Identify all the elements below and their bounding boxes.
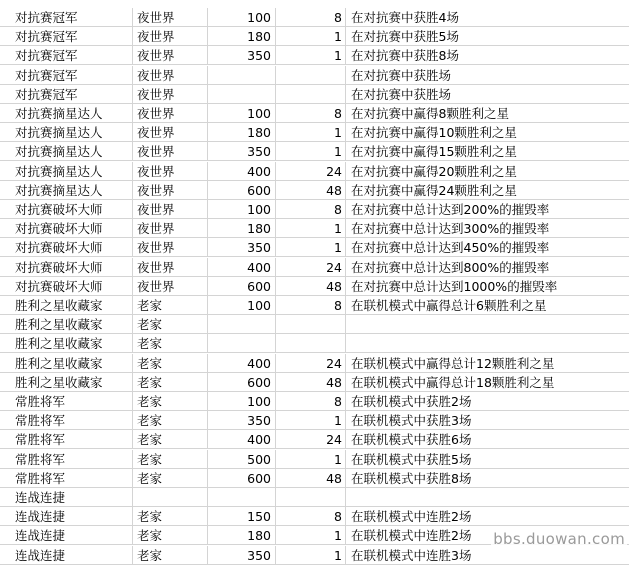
reward-cell[interactable]: 400 xyxy=(208,162,276,181)
count-cell[interactable]: 8 xyxy=(276,200,346,219)
description-cell[interactable]: 在联机模式中获胜2场 xyxy=(346,392,629,411)
village-cell[interactable]: 老家 xyxy=(133,296,208,315)
count-cell[interactable] xyxy=(276,85,346,104)
description-cell[interactable]: 在联机模式中连胜2场 xyxy=(346,507,629,526)
achievement-name-cell[interactable]: 常胜将军 xyxy=(0,469,133,488)
achievement-name-cell[interactable]: 连战连捷 xyxy=(0,507,133,526)
village-cell[interactable]: 夜世界 xyxy=(133,238,208,257)
village-cell[interactable]: 老家 xyxy=(133,526,208,545)
count-cell[interactable]: 1 xyxy=(276,27,346,46)
achievement-name-cell[interactable]: 对抗赛破坏大师 xyxy=(0,277,133,296)
description-cell[interactable]: 在联机模式中获胜3场 xyxy=(346,411,629,430)
table-row xyxy=(0,277,629,296)
reward-cell[interactable]: 180 xyxy=(208,123,276,142)
description-cell[interactable]: 在对抗赛中总计达到300%的摧毁率 xyxy=(346,219,629,238)
count-cell[interactable]: 24 xyxy=(276,354,346,373)
achievement-name-cell[interactable]: 连战连捷 xyxy=(0,526,133,545)
count-cell[interactable] xyxy=(276,66,346,85)
count-cell[interactable] xyxy=(276,315,346,334)
count-cell[interactable]: 24 xyxy=(276,258,346,277)
description-cell[interactable]: 在联机模式中赢得总计18颗胜利之星 xyxy=(346,373,629,392)
reward-cell[interactable]: 350 xyxy=(208,411,276,430)
reward-cell[interactable]: 180 xyxy=(208,27,276,46)
reward-cell[interactable]: 350 xyxy=(208,142,276,161)
count-cell[interactable]: 1 xyxy=(276,546,346,565)
description-cell[interactable]: 在对抗赛中获胜8场 xyxy=(346,46,629,65)
reward-cell[interactable]: 150 xyxy=(208,507,276,526)
count-cell[interactable]: 1 xyxy=(276,46,346,65)
table-row xyxy=(0,104,629,123)
count-cell[interactable]: 8 xyxy=(276,392,346,411)
description-cell[interactable]: 在对抗赛中赢得10颗胜利之星 xyxy=(346,123,629,142)
village-cell[interactable]: 夜世界 xyxy=(133,123,208,142)
achievement-name-cell[interactable]: 对抗赛破坏大师 xyxy=(0,219,133,238)
description-cell[interactable]: 在对抗赛中赢得20颗胜利之星 xyxy=(346,162,629,181)
count-cell[interactable]: 24 xyxy=(276,430,346,449)
description-cell[interactable]: 在联机模式中获胜8场 xyxy=(346,469,629,488)
count-cell[interactable]: 8 xyxy=(276,8,346,27)
reward-cell[interactable]: 400 xyxy=(208,354,276,373)
table-row xyxy=(0,258,629,277)
village-cell[interactable]: 夜世界 xyxy=(133,66,208,85)
count-cell[interactable]: 1 xyxy=(276,411,346,430)
village-cell[interactable] xyxy=(133,488,208,507)
count-cell[interactable]: 1 xyxy=(276,142,346,161)
table-row xyxy=(0,66,629,85)
achievement-name-cell[interactable]: 对抗赛摘星达人 xyxy=(0,123,133,142)
reward-cell[interactable]: 100 xyxy=(208,296,276,315)
count-cell[interactable]: 1 xyxy=(276,123,346,142)
village-cell[interactable]: 老家 xyxy=(133,507,208,526)
achievement-name-cell[interactable]: 连战连捷 xyxy=(0,546,133,565)
description-cell[interactable]: 在联机模式中赢得总计6颗胜利之星 xyxy=(346,296,629,315)
count-cell[interactable] xyxy=(276,488,346,507)
description-cell[interactable] xyxy=(346,488,629,507)
table-row xyxy=(0,142,629,161)
description-cell[interactable] xyxy=(346,315,629,334)
table-row xyxy=(0,238,629,257)
description-cell[interactable]: 在联机模式中获胜5场 xyxy=(346,450,629,469)
village-cell[interactable]: 夜世界 xyxy=(133,181,208,200)
description-cell[interactable]: 在对抗赛中总计达到450%的摧毁率 xyxy=(346,238,629,257)
achievement-name-cell[interactable]: 胜利之星收藏家 xyxy=(0,334,133,353)
table-row xyxy=(0,392,629,411)
achievement-name-cell[interactable]: 对抗赛冠军 xyxy=(0,46,133,65)
reward-cell[interactable]: 350 xyxy=(208,238,276,257)
description-cell[interactable]: 在对抗赛中赢得8颗胜利之星 xyxy=(346,104,629,123)
achievement-name-cell[interactable]: 对抗赛摘星达人 xyxy=(0,162,133,181)
table-row xyxy=(0,373,629,392)
reward-cell[interactable]: 100 xyxy=(208,104,276,123)
description-cell[interactable]: 在对抗赛中总计达到800%的摧毁率 xyxy=(346,258,629,277)
description-cell[interactable]: 在对抗赛中赢得15颗胜利之星 xyxy=(346,142,629,161)
table-row xyxy=(0,488,629,507)
achievement-name-cell[interactable]: 对抗赛破坏大师 xyxy=(0,200,133,219)
reward-cell[interactable]: 500 xyxy=(208,450,276,469)
reward-cell[interactable]: 180 xyxy=(208,219,276,238)
reward-cell[interactable]: 350 xyxy=(208,546,276,565)
table-row xyxy=(0,123,629,142)
reward-cell[interactable]: 600 xyxy=(208,469,276,488)
count-cell[interactable]: 1 xyxy=(276,450,346,469)
table-row xyxy=(0,46,629,65)
description-cell[interactable] xyxy=(346,334,629,353)
count-cell[interactable]: 8 xyxy=(276,507,346,526)
count-cell[interactable]: 1 xyxy=(276,526,346,545)
description-cell[interactable]: 在对抗赛中获胜场 xyxy=(346,66,629,85)
table-row xyxy=(0,469,629,488)
village-cell[interactable]: 老家 xyxy=(133,315,208,334)
description-cell[interactable]: 在联机模式中连胜2场 xyxy=(346,526,629,545)
description-cell[interactable]: 在联机模式中赢得总计12颗胜利之星 xyxy=(346,354,629,373)
reward-cell[interactable] xyxy=(208,334,276,353)
village-cell[interactable]: 老家 xyxy=(133,430,208,449)
description-cell[interactable]: 在联机模式中获胜6场 xyxy=(346,430,629,449)
table-row xyxy=(0,27,629,46)
achievement-name-cell[interactable]: 常胜将军 xyxy=(0,430,133,449)
table-row xyxy=(0,430,629,449)
achievement-name-cell[interactable]: 胜利之星收藏家 xyxy=(0,315,133,334)
count-cell[interactable]: 8 xyxy=(276,104,346,123)
village-cell[interactable]: 夜世界 xyxy=(133,200,208,219)
table-row xyxy=(0,354,629,373)
table-row xyxy=(0,200,629,219)
table-row xyxy=(0,296,629,315)
village-cell[interactable]: 老家 xyxy=(133,334,208,353)
village-cell[interactable]: 夜世界 xyxy=(133,277,208,296)
village-cell[interactable]: 老家 xyxy=(133,373,208,392)
description-cell[interactable]: 在对抗赛中获胜5场 xyxy=(346,27,629,46)
description-cell[interactable]: 在联机模式中连胜3场 xyxy=(346,546,629,565)
achievement-name-cell[interactable]: 对抗赛冠军 xyxy=(0,8,133,27)
description-cell[interactable]: 在对抗赛中总计达到200%的摧毁率 xyxy=(346,200,629,219)
achievement-name-cell[interactable]: 常胜将军 xyxy=(0,450,133,469)
table-row xyxy=(0,181,629,200)
reward-cell[interactable]: 100 xyxy=(208,8,276,27)
achievement-name-cell[interactable]: 对抗赛冠军 xyxy=(0,66,133,85)
achievement-name-cell[interactable]: 常胜将军 xyxy=(0,392,133,411)
reward-cell[interactable] xyxy=(208,315,276,334)
village-cell[interactable]: 老家 xyxy=(133,392,208,411)
count-cell[interactable] xyxy=(276,334,346,353)
achievement-name-cell[interactable]: 胜利之星收藏家 xyxy=(0,354,133,373)
achievement-name-cell[interactable]: 对抗赛摘星达人 xyxy=(0,142,133,161)
village-cell[interactable]: 夜世界 xyxy=(133,85,208,104)
reward-cell[interactable]: 180 xyxy=(208,526,276,545)
village-cell[interactable]: 老家 xyxy=(133,546,208,565)
count-cell[interactable]: 1 xyxy=(276,219,346,238)
village-cell[interactable]: 夜世界 xyxy=(133,162,208,181)
village-cell[interactable]: 老家 xyxy=(133,354,208,373)
table-row xyxy=(0,85,629,104)
table-row xyxy=(0,546,629,565)
description-cell[interactable]: 在对抗赛中获胜场 xyxy=(346,85,629,104)
count-cell[interactable]: 48 xyxy=(276,277,346,296)
village-cell[interactable]: 老家 xyxy=(133,469,208,488)
count-cell[interactable]: 48 xyxy=(276,181,346,200)
count-cell[interactable]: 1 xyxy=(276,238,346,257)
reward-cell[interactable]: 600 xyxy=(208,373,276,392)
reward-cell[interactable]: 600 xyxy=(208,181,276,200)
count-cell[interactable]: 24 xyxy=(276,162,346,181)
reward-cell[interactable] xyxy=(208,66,276,85)
count-cell[interactable]: 48 xyxy=(276,373,346,392)
village-cell[interactable]: 老家 xyxy=(133,450,208,469)
achievement-name-cell[interactable]: 常胜将军 xyxy=(0,411,133,430)
reward-cell[interactable]: 600 xyxy=(208,277,276,296)
reward-cell[interactable] xyxy=(208,85,276,104)
table-row xyxy=(0,411,629,430)
achievement-name-cell[interactable]: 胜利之星收藏家 xyxy=(0,296,133,315)
table-row xyxy=(0,219,629,238)
reward-cell[interactable]: 100 xyxy=(208,392,276,411)
achievement-name-cell[interactable]: 连战连捷 xyxy=(0,488,133,507)
reward-cell[interactable]: 350 xyxy=(208,46,276,65)
village-cell[interactable]: 夜世界 xyxy=(133,27,208,46)
achievement-name-cell[interactable]: 对抗赛摘星达人 xyxy=(0,104,133,123)
reward-cell[interactable]: 400 xyxy=(208,258,276,277)
description-cell[interactable]: 在对抗赛中总计达到1000%的摧毁率 xyxy=(346,277,629,296)
reward-cell[interactable] xyxy=(208,488,276,507)
village-cell[interactable]: 夜世界 xyxy=(133,104,208,123)
village-cell[interactable]: 夜世界 xyxy=(133,8,208,27)
table-row xyxy=(0,315,629,334)
achievement-name-cell[interactable]: 对抗赛冠军 xyxy=(0,27,133,46)
table-row xyxy=(0,162,629,181)
village-cell[interactable]: 夜世界 xyxy=(133,219,208,238)
village-cell[interactable]: 夜世界 xyxy=(133,258,208,277)
achievement-name-cell[interactable]: 对抗赛冠军 xyxy=(0,85,133,104)
table-row xyxy=(0,334,629,353)
village-cell[interactable]: 夜世界 xyxy=(133,142,208,161)
village-cell[interactable]: 夜世界 xyxy=(133,46,208,65)
reward-cell[interactable]: 400 xyxy=(208,430,276,449)
count-cell[interactable]: 8 xyxy=(276,296,346,315)
table-row xyxy=(0,8,629,27)
achievement-name-cell[interactable]: 对抗赛摘星达人 xyxy=(0,181,133,200)
table-row xyxy=(0,450,629,469)
achievement-name-cell[interactable]: 对抗赛破坏大师 xyxy=(0,238,133,257)
description-cell[interactable]: 在对抗赛中赢得24颗胜利之星 xyxy=(346,181,629,200)
achievement-name-cell[interactable]: 胜利之星收藏家 xyxy=(0,373,133,392)
count-cell[interactable]: 48 xyxy=(276,469,346,488)
table-row xyxy=(0,507,629,526)
reward-cell[interactable]: 100 xyxy=(208,200,276,219)
achievement-name-cell[interactable]: 对抗赛破坏大师 xyxy=(0,258,133,277)
description-cell[interactable]: 在对抗赛中获胜4场 xyxy=(346,8,629,27)
site-watermark: bbs.duowan.com xyxy=(493,530,625,548)
village-cell[interactable]: 老家 xyxy=(133,411,208,430)
